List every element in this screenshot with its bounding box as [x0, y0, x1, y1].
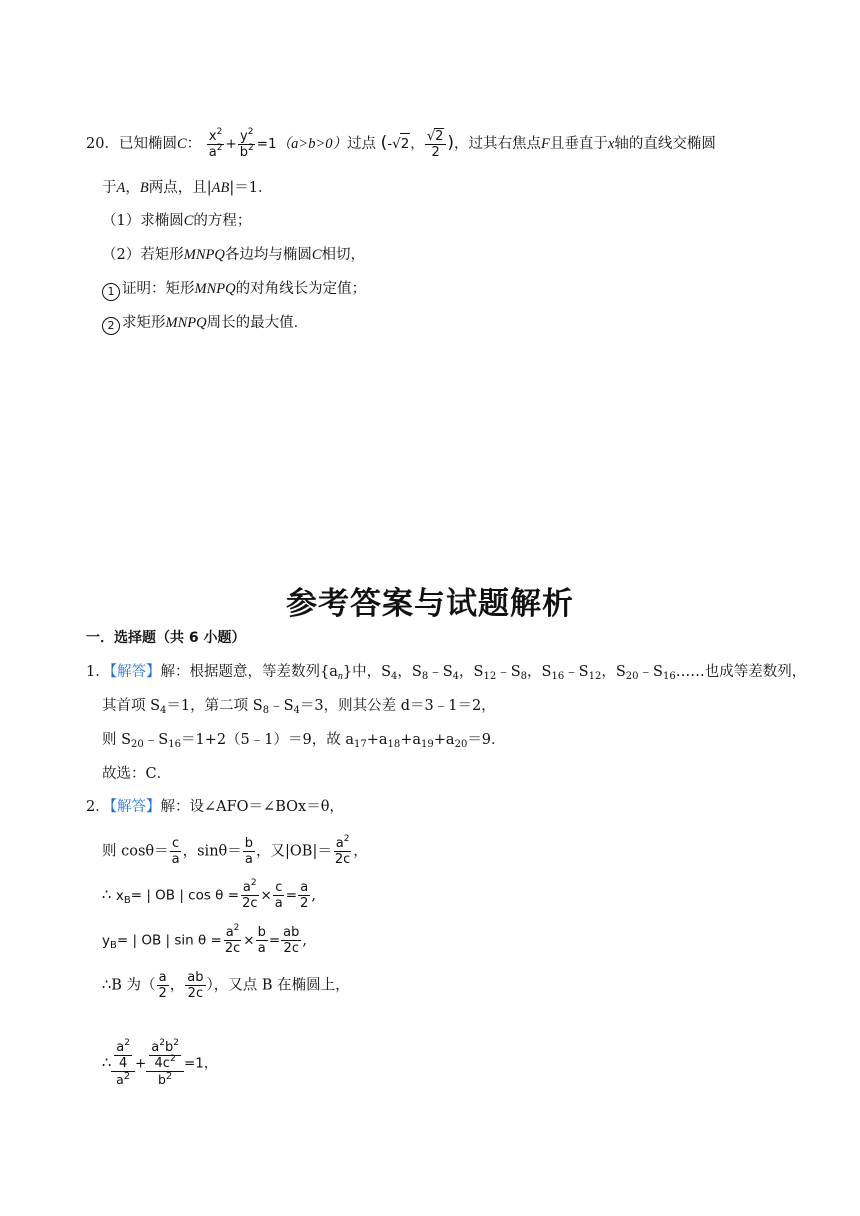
- text: 则 cosθ＝: [102, 843, 169, 860]
- frac-a2-2c: $\frac{a^2}{2c}$: [224, 923, 241, 956]
- denominator: 2: [431, 145, 440, 160]
- text: ，: [125, 180, 140, 196]
- frac-b-a: $\frac{b}{a}$: [257, 925, 266, 956]
- passes-through: 过点: [346, 136, 376, 152]
- num: b: [244, 836, 254, 851]
- text: ，S: [601, 664, 626, 680]
- answer2-line1: [86, 797, 344, 817]
- var-MNPQ: MNPQ: [183, 247, 225, 263]
- times: ×: [260, 887, 272, 904]
- sub: 20: [625, 671, 639, 682]
- sub: 4: [452, 671, 460, 682]
- text: （2）若矩形: [102, 247, 184, 263]
- text: ﹣S: [638, 664, 663, 680]
- sub: 17: [353, 739, 367, 750]
- sup: 2: [216, 126, 223, 137]
- sqrt-2: 2: [400, 133, 411, 154]
- text: 解：设∠AFO＝∠BOx＝θ，: [160, 799, 344, 815]
- equals: =: [268, 932, 281, 949]
- answer2-ellipse-eq: [102, 1040, 217, 1087]
- text: 的对角线长为定值；: [235, 281, 367, 297]
- sub: 4: [391, 671, 398, 682]
- text: = | OB | cos θ =: [130, 887, 240, 904]
- frac-ab-2c: $\frac{ab}{2c}$: [283, 925, 300, 956]
- xB-symbol: $x_B$: [115, 887, 131, 906]
- text: ，S: [397, 664, 422, 680]
- sqrt-2: 2: [435, 129, 444, 144]
- equals: =: [285, 887, 298, 904]
- frac-c-a: [170, 836, 182, 867]
- yB-symbol: $y_B$: [102, 932, 117, 951]
- answer-tag: 【解答】: [109, 799, 161, 815]
- text: 证明：矩形: [122, 281, 195, 297]
- section-heading: 一．选择题（共 6 小题）: [86, 630, 246, 646]
- text: 轴的直线交椭圆: [614, 136, 716, 152]
- text: }中，S: [342, 664, 392, 680]
- var-C: C: [176, 136, 187, 152]
- text: |＝1．: [229, 180, 273, 196]
- den: a: [171, 852, 180, 867]
- text: ，又|OB|＝: [256, 843, 332, 860]
- text: ，过其右焦点: [454, 136, 542, 152]
- den: a: [244, 852, 253, 867]
- frac-a2-2c: [333, 836, 352, 867]
- frac-a-2: $\frac{a}{2}$: [300, 880, 309, 911]
- text: ﹣S: [269, 698, 294, 714]
- therefore-symbol: ∴: [102, 887, 112, 904]
- circled-1-icon: 1: [102, 283, 120, 301]
- text: +a: [433, 732, 455, 748]
- sub: 4: [293, 705, 300, 716]
- q20-line1: [86, 128, 716, 160]
- q20-sub2: [102, 313, 308, 335]
- sqrt-symbol: √: [392, 136, 401, 152]
- text: ＝1+2（5﹣1）＝9，故 a: [180, 732, 354, 748]
- sup: 2: [216, 142, 223, 153]
- text: 其首项 S: [102, 698, 161, 714]
- text: ﹣S: [143, 732, 169, 748]
- text: 相切，: [321, 247, 365, 263]
- sub: n: [337, 671, 343, 682]
- plus: +: [134, 1055, 147, 1072]
- text: ＝1，第二项 S: [166, 698, 263, 714]
- sub: 16: [662, 671, 676, 682]
- colon: ：: [186, 136, 202, 152]
- sqrt-symbol: √: [426, 129, 436, 144]
- den: 2c: [334, 852, 351, 867]
- circled-2-icon: 2: [102, 317, 120, 335]
- text: ），又点 B 在椭圆上，: [206, 977, 350, 994]
- answer-number: 2．: [86, 799, 110, 815]
- frac-c-a: $\frac{c}{a}$: [274, 880, 283, 911]
- comma: ,: [302, 932, 307, 949]
- frac-a-2: $\frac{a}{2}$: [158, 970, 167, 1001]
- q20-text: 已知椭圆: [118, 136, 177, 152]
- equals-one: =1，: [183, 1055, 218, 1072]
- paren-close: ): [447, 133, 455, 153]
- paren-open: (: [380, 133, 388, 153]
- text: 两点，且|: [148, 180, 212, 196]
- answer-tag: 【解答】: [109, 664, 161, 680]
- num: $a^2$: [335, 834, 350, 851]
- q20-number: 20．: [86, 136, 119, 152]
- num: c: [172, 836, 180, 851]
- var-F: F: [541, 136, 550, 152]
- plus: +: [225, 136, 237, 152]
- frac-a2-2c: $\frac{a^2}{2c}$: [242, 878, 258, 911]
- text: ＝3，则其公差 d＝3﹣1＝2，: [299, 698, 496, 714]
- compound-frac-1: $\frac{\frac{a^2}{4}}{a^2}$: [111, 1040, 135, 1087]
- text: 周长的最大值．: [206, 315, 309, 331]
- answer-title: 参考答案与试题解析: [286, 586, 574, 622]
- var-MNPQ: MNPQ: [165, 315, 207, 331]
- text: ＝9．: [467, 732, 506, 748]
- text: ，: [353, 843, 368, 860]
- sub: 16: [168, 739, 181, 750]
- text: ∴B 为（: [102, 977, 156, 994]
- a-symbol: a: [208, 144, 217, 160]
- text: ……也成等差数列，: [675, 664, 807, 680]
- text: 求矩形: [122, 315, 166, 331]
- x-symbol: x: [208, 128, 217, 144]
- sub: 19: [421, 739, 434, 750]
- text: 的方程；: [193, 213, 252, 229]
- q20-part2: [102, 245, 365, 265]
- text: ﹣S: [496, 664, 521, 680]
- sub: 12: [588, 671, 602, 682]
- text: 各边均与椭圆: [224, 247, 312, 263]
- sub: 20: [131, 739, 144, 750]
- var-B: B: [139, 180, 149, 196]
- text: ，: [169, 977, 185, 994]
- text: ，sinθ＝: [182, 843, 242, 860]
- answer1-line4: 故选：C．: [102, 766, 172, 782]
- text: 解：根据题意，等差数列{a: [160, 664, 338, 680]
- answer1-line1: [86, 662, 806, 682]
- frac-y2-b2: [238, 126, 256, 160]
- answer2-Bpoint: [102, 970, 350, 1001]
- answer-number: 1．: [86, 664, 110, 680]
- text: （1）求椭圆: [102, 213, 184, 229]
- frac-ab-2c: $\frac{ab}{2c}$: [187, 970, 204, 1001]
- q20-part1: [102, 211, 251, 231]
- sub: 12: [483, 671, 497, 682]
- answer1-line2: [102, 696, 496, 716]
- q20-line2: [102, 178, 272, 198]
- var-C: C: [311, 247, 322, 263]
- answer1-line3: [102, 730, 506, 750]
- frac-sqrt2-2: [425, 128, 447, 160]
- answer2-xB: [102, 880, 316, 911]
- b-symbol: b: [239, 144, 249, 160]
- q20-sub1: [102, 279, 366, 301]
- sub: 18: [387, 739, 401, 750]
- text: 则 S: [102, 732, 132, 748]
- times: ×: [243, 932, 255, 949]
- sub: 8: [262, 705, 270, 716]
- sub: 8: [520, 671, 528, 682]
- equals-one: =1: [256, 136, 277, 152]
- y-symbol: y: [240, 128, 248, 144]
- sup: 2: [247, 126, 254, 137]
- frac-x2-a2: [207, 126, 225, 160]
- text: ﹣S: [564, 664, 589, 680]
- compound-frac-2: $\frac{\frac{a^2b^2}{4c^2}}{b^2}$: [146, 1040, 184, 1087]
- sub: 20: [454, 739, 468, 750]
- var-C: C: [183, 213, 194, 229]
- text: ，S: [527, 664, 552, 680]
- text: 且垂直于: [549, 136, 608, 152]
- frac-b-a: [243, 836, 255, 867]
- condition: （a>b>0）: [276, 136, 347, 152]
- text: +a: [400, 732, 422, 748]
- var-x: x: [607, 136, 615, 152]
- therefore-symbol: ∴: [102, 1055, 112, 1072]
- minus: -: [387, 136, 393, 152]
- text: +a: [366, 732, 388, 748]
- answer2-line2: [102, 836, 368, 867]
- sub: 8: [421, 671, 429, 682]
- var-AB: AB: [211, 180, 230, 196]
- comma: ，: [410, 136, 424, 152]
- text: ﹣S: [428, 664, 453, 680]
- sup: 2: [248, 142, 254, 153]
- var-MNPQ: MNPQ: [194, 281, 236, 297]
- var-A: A: [116, 180, 126, 196]
- answer2-yB: [102, 925, 307, 956]
- text: = | OB | sin θ =: [116, 932, 222, 949]
- sub: 4: [160, 705, 167, 716]
- sub: 16: [551, 671, 565, 682]
- text: 于: [102, 180, 117, 196]
- comma: ,: [311, 887, 316, 904]
- text: ，S: [459, 664, 484, 680]
